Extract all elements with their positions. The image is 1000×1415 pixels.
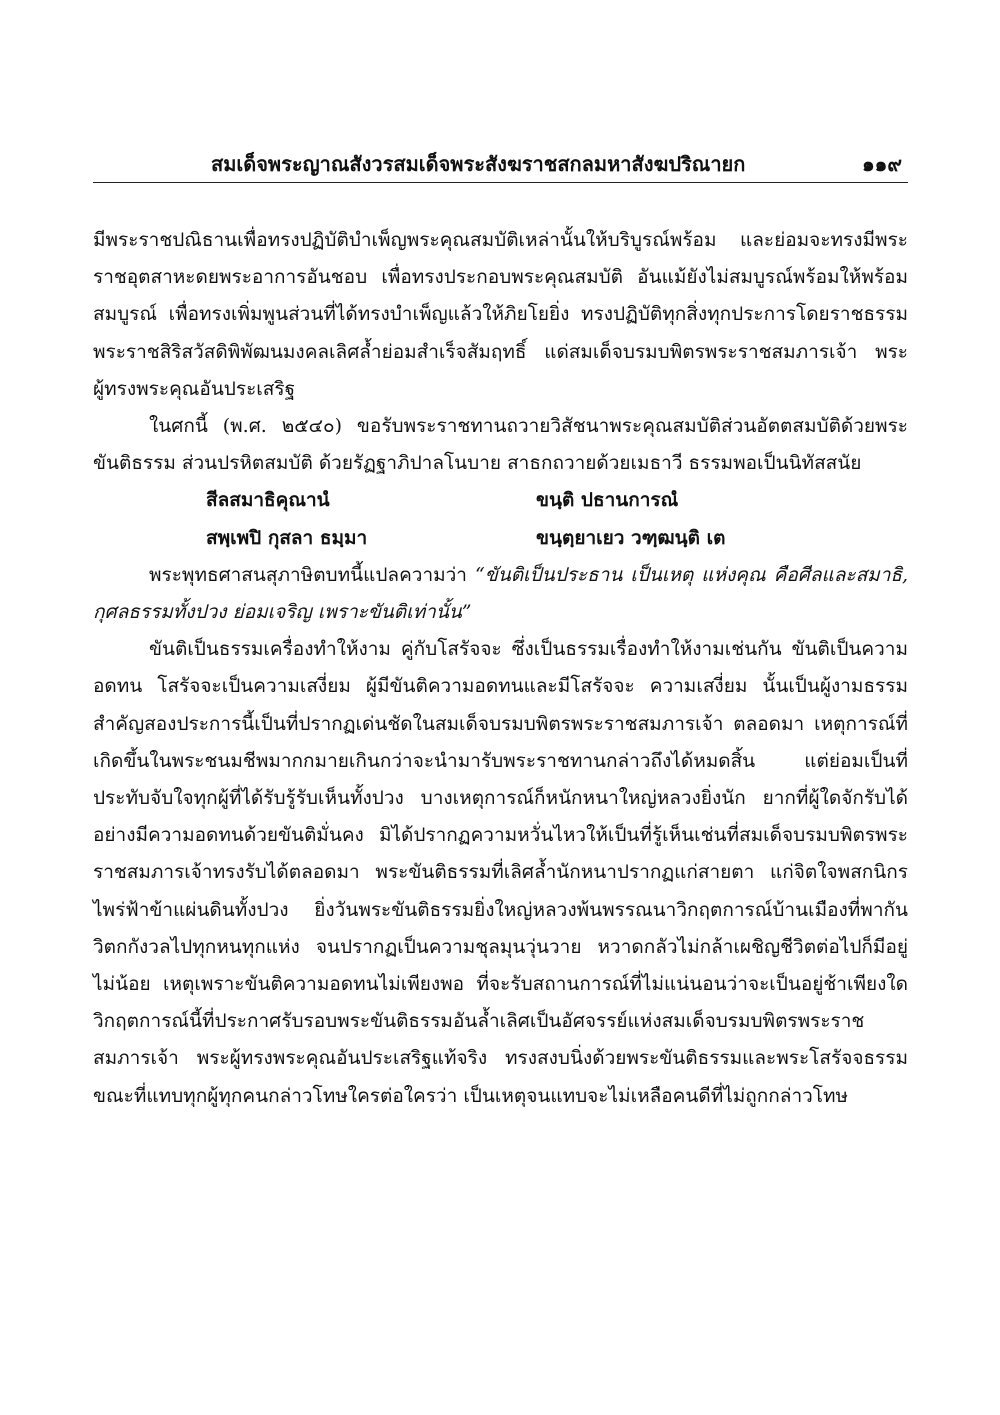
verse-line-2-left: สพฺเพปิ กุสลา ธมฺมา — [206, 526, 368, 549]
paragraph-1: มีพระราชปณิธานเพื่อทรงปฏิบัติบำเพ็ญพระคุณสมบัติเหล่านั้นให้บริบูรณ์พร้อม และย่อมจะทรงมีพระราชอุตสาหะดยพระอาการอันชอบ เพื่อทรงประกอบพระคุณสมบัติ อันแม้ยังไม่สมบูรณ์พร้อมให้พร้อมสมบูรณ์ เพื่อทรงเพิ่มพูนส่วนที่ได้ทรงบำเพ็ญแล้วให้ภิยโยยิ่ง ทรงปฏิบัติทุกสิ่งทุกประการโดยราชธรรม พระราชสิริสวัสดิพิพัฒนมงคลเลิศล้ำย่อมสำเร็จสัมฤทธิ์ แด่สมเด็จบรมบพิตรพระราชสมภารเจ้า พระผู้ทรงพระคุณอันประเสริฐ — [93, 229, 908, 400]
verse-line-2 — [93, 520, 908, 557]
page-header — [93, 146, 908, 183]
verse-line-1 — [93, 482, 908, 519]
paragraph-2: ในศกนี้ (พ.ศ. ๒๕๔๐) ขอรับพระราชทานถวายวิสัชนาพระคุณสมบัติส่วนอัตตสมบัติด้วยพระขันติธรรม ส่วนปรหิตสมบัติ ด้วยรัฏฐาภิปาลโนบาย สาธกถวายด้วยเมธาวี ธรรมพอเป็นนิทัสสนัย — [93, 415, 908, 475]
paragraph-3-intro: พระพุทธศาสนสุภาษิตบทนี้แปลความว่า — [149, 563, 476, 586]
translation-quote: “ขันติเป็นประธาน เป็นเหตุ แห่งคุณ คือศีลและสมาธิ, กุศลธรรมทั้งปวง ย่อมเจริญ เพราะขันติเท่านั้น” — [93, 563, 909, 623]
verse-line-1-right: ขนฺติ ปธานการณํ — [536, 489, 679, 512]
body-text — [93, 222, 908, 1115]
page-number: ๑๑๙ — [861, 152, 902, 176]
verse-line-1-left: สีลสมาธิคุณานํ — [206, 489, 330, 512]
verse-line-2-right: ขนฺตฺยาเยว วฑฺฒนฺติ เต — [536, 526, 726, 549]
paragraph-3 — [93, 557, 908, 631]
header-title: สมเด็จพระญาณสังวรสมเด็จพระสังฆราชสกลมหาสังฆปริณายก — [211, 152, 746, 176]
paragraph-4: ขันติเป็นธรรมเครื่องทำให้งาม คู่กับโสรัจจะ ซึ่งเป็นธรรมเรื่องทำให้งามเช่นกัน ขันติเป็นความอดทน โสรัจจะเป็นความเสงี่ยม ผู้มีขันติความอดทนและมีโสรัจจะ ความเสงี่ยม นั้นเป็นผู้งามธรรมสำคัญสองประการนี้เป็นที่ปรากฏเด่นชัดในสมเด็จบรมบพิตรพระราชสมภารเจ้า ตลอดมา เหตุการณ์ที่เกิดขึ้นในพระชนมชีพมากกมายเกินกว่าจะนำมารับพระราชทานกล่าวถึงได้หมดสิ้น แต่ย่อมเป็นที่ประทับจับใจทุกผู้ที่ได้รับรู้รับเห็นทั้งปวง บางเหตุการณ์ก็หนักหนาใหญ่หลวงยิ่งนัก ยากที่ผู้ใดจักรับได้อย่างมีความอดทนด้วยขันติมั่นคง มิได้ปรากฏความหวั่นไหวให้เป็นที่รู้เห็นเช่นที่สมเด็จบรมบพิตรพระราชสมภารเจ้าทรงรับได้ตลอดมา พระขันติธรรมที่เลิศล้ำนักหนาปรากฏแก่สายตา แก่จิตใจพสกนิกรไพร่ฟ้าข้าแผ่นดินทั้งปวง ยิ่งวันพระขันติธรรมยิ่งใหญ่หลวงพ้นพรรณนาวิกฤตการณ์บ้านเมืองที่พากันวิตกกังวลไปทุกหนทุกแห่ง จนปรากฏเป็นความชุลมุนวุ่นวาย หวาดกลัวไม่กล้าเผชิญชีวิตต่อไปก็มีอยู่ไม่น้อย เหตุเพราะขันติความอดทนไม่เพียงพอ ที่จะรับสถานการณ์ที่ไม่แน่นอนว่าจะเป็นอยู่ช้าเพียงใด วิกฤตการณ์นี้ที่ประกาศรับรอบพระขันติธรรมอันล้ำเลิศเป็นอัศจรรย์แห่งสมเด็จบรมบพิตรพระราชสมภารเจ้า พระผู้ทรงพระคุณอันประเสริฐแท้จริง ทรงสงบนิ่งด้วยพระขันติธรรมและพระโสรัจจธรรม ขณะที่แทบทุกผู้ทุกคนกล่าวโทษใครต่อใครว่า เป็นเหตุจนแทบจะไม่เหลือคนดีที่ไม่ถูกกล่าวโทษ — [93, 638, 908, 1107]
pali-verse — [93, 482, 908, 556]
